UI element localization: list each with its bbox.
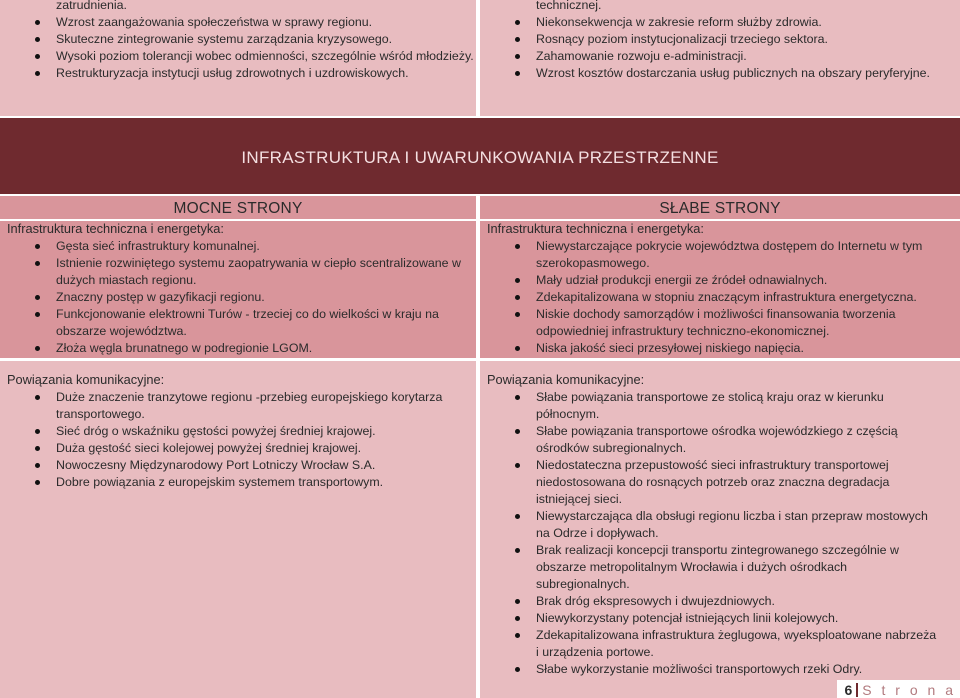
- list-item: Wysoki poziom tolerancji wobec odmienności, szczególnie wśród młodzieży.: [0, 48, 476, 65]
- list-item: Zdekapitalizowana infrastruktura żeglugowa, wyeksploatowane nabrzeża i urządzenia portowe.: [480, 627, 940, 661]
- section-title: INFRASTRUKTURA I UWARUNKOWANIA PRZESTRZENNE: [241, 148, 719, 167]
- strengths-column: [0, 196, 476, 698]
- weaknesses-column: [480, 196, 960, 698]
- list-item: Nowoczesny Międzynarodowy Port Lotniczy Wrocław S.A.: [0, 457, 450, 474]
- list-item: Brak realizacji koncepcji transportu zintegrowanego szczególnie w obszarze metropolitalnym Wrocławia i dużych ośrodkach subregionalnych.: [480, 542, 940, 593]
- list-item: Dobre powiązania z europejskim systemem transportowym.: [0, 474, 450, 491]
- list-item: Słabe powiązania transportowe ośrodka wojewódzkiego z częścią ośrodków subregionalnych.: [480, 423, 940, 457]
- list-item: Niskie dochody samorządów i możliwości finansowania tworzenia odpowiedniej infrastruktury techniczno-ekonomicznej.: [480, 306, 940, 340]
- list-item: Słabe wykorzystanie możliwości transportowych rzeki Odry.: [480, 661, 940, 678]
- list-item: Niedostateczna przepustowość sieci infrastruktury transportowej niedostosowana do rosnących potrzeb oraz znaczna degradacja istniejącej sieci.: [480, 457, 940, 508]
- page-footer: [837, 680, 960, 698]
- weaknesses-comm-panel: [480, 361, 960, 698]
- list-item: Gęsta sieć infrastruktury komunalnej.: [0, 238, 468, 255]
- page-word: S t r o n a: [862, 682, 956, 698]
- tech-caption: Infrastruktura techniczna i energetyka:: [7, 221, 224, 236]
- page-number: 6: [844, 682, 853, 698]
- list-item: Skuteczne zintegrowanie systemu zarządzania kryzysowego.: [0, 31, 476, 48]
- list-item: Niewystarczające pokrycie województwa dostępem do Internetu w tym szerokopasmowego.: [480, 238, 940, 272]
- section-banner: [0, 118, 960, 194]
- top-left-list: [0, 0, 476, 82]
- list-item: Duże znaczenie tranzytowe regionu -przebieg europejskiego korytarza transportowego.: [0, 389, 450, 423]
- top-right-cell: [480, 0, 960, 116]
- weaknesses-heading: SŁABE STRONY: [659, 200, 781, 217]
- top-right-list: [480, 0, 960, 82]
- list-item: Duża gęstość sieci kolejowej powyżej średniej krajowej.: [0, 440, 450, 457]
- list-item: Istnienie rozwiniętego systemu zaopatrywania w ciepło scentralizowane w dużych miastach regionu.: [0, 255, 468, 289]
- strengths-heading: MOCNE STRONY: [173, 200, 303, 217]
- list-item: Wzrost kosztów dostarczania usług publicznych na obszary peryferyjne.: [480, 65, 960, 82]
- list-item: zatrudnienia.: [56, 0, 127, 12]
- list-item: Niewystarczająca dla obsługi regionu liczba i stan przepraw mostowych na Odrze i dopływach.: [480, 508, 940, 542]
- list-item: Mały udział produkcji energii ze źródeł odnawialnych.: [480, 272, 940, 289]
- comm-caption: Powiązania komunikacyjne:: [487, 372, 645, 387]
- footer-bar: [856, 683, 858, 697]
- weaknesses-tech-list: [480, 238, 940, 357]
- list-item: Wzrost zaangażowania społeczeństwa w sprawy regionu.: [0, 14, 476, 31]
- list-item: Słabe powiązania transportowe ze stolicą kraju oraz w kierunku północnym.: [480, 389, 940, 423]
- strengths-comm-list: [0, 389, 450, 491]
- tech-caption: Infrastruktura techniczna i energetyka:: [487, 221, 704, 236]
- list-item: Zahamowanie rozwoju e-administracji.: [480, 48, 960, 65]
- list-item: Niekonsekwencja w zakresie reform służby zdrowia.: [480, 14, 960, 31]
- list-item: Złoża węgla brunatnego w podregionie LGOM.: [0, 340, 468, 357]
- strengths-comm-panel: [0, 361, 476, 698]
- top-left-cell: [0, 0, 476, 116]
- list-item: Zdekapitalizowana w stopniu znaczącym infrastruktura energetyczna.: [480, 289, 940, 306]
- weaknesses-comm-list: [480, 389, 940, 678]
- list-item: Znaczny postęp w gazyfikacji regionu.: [0, 289, 468, 306]
- list-item: Rosnący poziom instytucjonalizacji trzeciego sektora.: [480, 31, 960, 48]
- strengths-tech-list: [0, 238, 468, 357]
- list-item: Restrukturyzacja instytucji usług zdrowotnych i uzdrowiskowych.: [0, 65, 476, 82]
- list-item: Brak dróg ekspresowych i dwujezdniowych.: [480, 593, 940, 610]
- list-item: technicznej.: [536, 0, 602, 12]
- list-item: Niska jakość sieci przesyłowej niskiego napięcia.: [480, 340, 940, 357]
- list-item: Sieć dróg o wskaźniku gęstości powyżej średniej krajowej.: [0, 423, 450, 440]
- list-item: Funkcjonowanie elektrowni Turów - trzeciej co do wielkości w kraju na obszarze województwa.: [0, 306, 468, 340]
- comm-caption: Powiązania komunikacyjne:: [7, 372, 165, 387]
- list-item: Niewykorzystany potencjał istniejących linii kolejowych.: [480, 610, 940, 627]
